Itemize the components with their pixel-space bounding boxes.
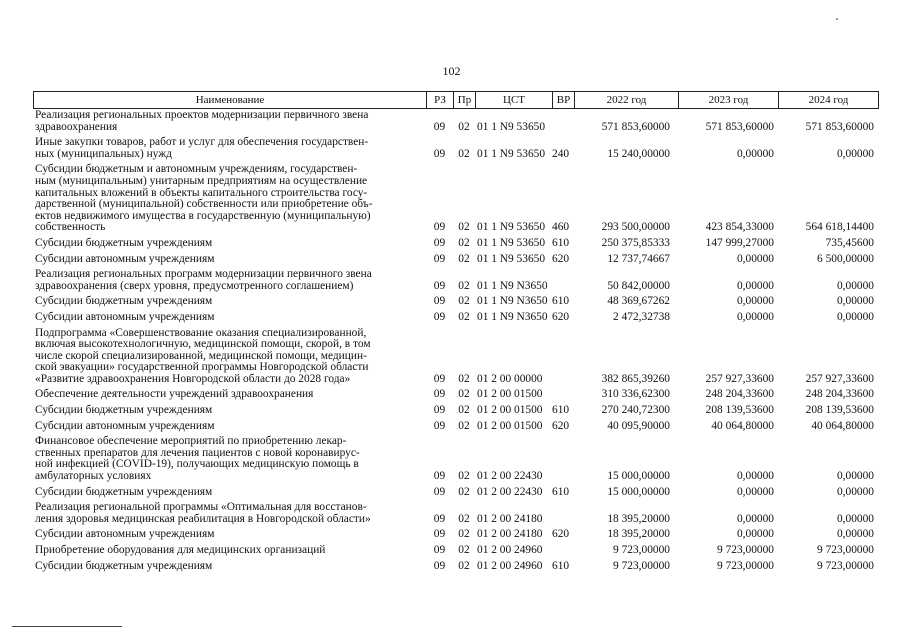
row-amount-2023: 9 723,00000	[717, 544, 774, 556]
row-vr: 610	[552, 559, 570, 572]
row-amount-2022: 310 336,62300	[601, 388, 670, 401]
row-name	[33, 421, 426, 433]
row-amount-2023: 571 853,60000	[705, 120, 774, 133]
row-amount-2023: 0,00000	[736, 252, 774, 265]
row-name	[33, 405, 426, 417]
row-name-line: Обеспечение деятельности учреждений здравоохранения	[35, 388, 314, 401]
row-pr: 02	[458, 252, 470, 265]
row-cst: 01 2 00 01500	[477, 419, 543, 432]
row-amount-2024: 248 204,33600	[805, 388, 874, 401]
row-name-line: ственных препаратов для лечения пациентов с новой коронавирус-	[35, 446, 360, 459]
row-rz: 09	[433, 388, 446, 401]
row-name-line: Субсидии автономным учреждениям	[35, 528, 215, 541]
row-amount-2024: 0,00000	[836, 279, 874, 292]
row-pr: 02	[458, 372, 470, 385]
footer-divider	[12, 626, 122, 627]
row-rz: 09	[433, 221, 446, 234]
row-pr: 02	[458, 279, 470, 292]
row-name-line: Субсидии бюджетным и автономным учреждениям, государствен-	[35, 163, 358, 176]
row-name-line: Субсидии автономным учреждениям	[35, 310, 215, 323]
header-rz: РЗ	[427, 92, 454, 109]
row-amount-2022: 382 865,39260	[601, 372, 670, 385]
row-name-line: Субсидии бюджетным учреждениям	[35, 236, 213, 249]
row-amount-2022: 270 240,72300	[601, 404, 670, 417]
table-header	[33, 91, 879, 109]
row-name-line: Субсидии автономным учреждениям	[35, 419, 215, 432]
row-pr: 02	[458, 295, 470, 308]
row-amount-2024: 571 853,60000	[805, 120, 874, 133]
row-amount-2023: 0,00000	[736, 512, 774, 525]
row-pr: 02	[458, 528, 470, 541]
header-name: Наименование	[34, 92, 427, 109]
row-amount-2022: 15 000,00000	[607, 485, 670, 498]
row-cst: 01 2 00 22430	[477, 470, 543, 483]
row-vr: 460	[552, 221, 570, 234]
row-name-line: Субсидии бюджетным учреждениям	[35, 485, 213, 498]
row-name	[33, 545, 426, 557]
table-row	[33, 529, 878, 541]
row-cst: 01 1 N9 N3650	[477, 310, 548, 323]
row-pr: 02	[458, 419, 470, 432]
row-name-line: здравоохранения (сверх уровня, предусмотренного соглашением)	[35, 279, 354, 292]
row-amount-2022: 18 395,20000	[607, 512, 670, 525]
row-name	[33, 296, 426, 308]
row-name-line: Субсидии автономным учреждениям	[35, 252, 215, 265]
row-name	[33, 269, 426, 292]
row-amount-2023: 257 927,33600	[705, 372, 774, 385]
row-name-line: «Развитие здравоохранения Новгородской области до 2028 года»	[35, 372, 351, 385]
row-cst: 01 2 00 24180	[477, 512, 543, 525]
row-name-line: Приобретение оборудования для медицинских организаций	[35, 544, 326, 556]
row-name-line: Субсидии бюджетным учреждениям	[35, 295, 213, 308]
row-vr: 620	[552, 528, 570, 541]
header-cst: ЦСТ	[476, 92, 553, 109]
row-amount-2022: 50 842,00000	[607, 279, 670, 292]
row-amount-2023: 0,00000	[736, 295, 774, 308]
row-vr: 240	[552, 147, 570, 160]
row-name	[33, 436, 426, 482]
row-amount-2024: 735,45600	[825, 236, 874, 249]
row-name	[33, 529, 426, 541]
row-name-line: здравоохранения	[35, 120, 118, 133]
row-cst: 01 1 N9 53650	[477, 120, 546, 133]
row-rz: 09	[433, 120, 446, 133]
row-cst: 01 1 N9 N3650	[477, 279, 548, 292]
table-row	[33, 436, 878, 482]
row-vr: 620	[552, 419, 570, 432]
header-2023: 2023 год	[679, 92, 779, 109]
row-rz: 09	[433, 404, 446, 417]
row-cst: 01 2 00 01500	[477, 404, 543, 417]
row-name-line: Реализация региональной программы «Оптимальная для восстанов-	[35, 501, 367, 514]
row-pr: 02	[458, 544, 470, 556]
row-vr: 620	[552, 252, 570, 265]
row-name-line: Финансовое обеспечение мероприятий по приобретению лекар-	[35, 435, 347, 448]
row-rz: 09	[433, 372, 446, 385]
row-amount-2022: 48 369,67262	[607, 295, 670, 308]
row-name-line: включая высокотехнологичную, медицинской помощи, скорой, в том	[35, 338, 371, 351]
row-amount-2024: 0,00000	[836, 310, 874, 323]
row-name-line: ской эвакуации» государственной программы Новгородской области	[35, 361, 369, 374]
row-amount-2024: 6 500,00000	[817, 252, 874, 265]
row-name-line: капитальных вложений в объекты капитального строительства госу-	[35, 186, 368, 199]
row-name-line: Реализация региональных программ модернизации первичного звена	[35, 268, 372, 281]
row-cst: 01 2 00 22430	[477, 485, 543, 498]
row-cst: 01 1 N9 53650	[477, 221, 546, 234]
row-name-line: Иные закупки товаров, работ и услуг для обеспечения государствен-	[35, 136, 369, 149]
row-amount-2022: 2 472,32738	[613, 310, 670, 323]
row-amount-2022: 293 500,00000	[601, 221, 670, 234]
table-row	[33, 561, 878, 573]
row-cst: 01 2 00 24180	[477, 528, 543, 541]
row-pr: 02	[458, 512, 470, 525]
header-vr: ВР	[553, 92, 575, 109]
row-amount-2022: 15 000,00000	[607, 470, 670, 483]
table-row	[33, 269, 878, 292]
header-2024: 2024 год	[779, 92, 879, 109]
row-pr: 02	[458, 120, 470, 133]
row-pr: 02	[458, 388, 470, 401]
scan-mark	[836, 18, 838, 20]
row-cst: 01 2 00 01500	[477, 388, 543, 401]
row-pr: 02	[458, 470, 470, 483]
row-cst: 01 1 N9 N3650	[477, 295, 548, 308]
row-name	[33, 238, 426, 250]
row-name-line: Подпрограмма «Совершенствование оказания специализированной,	[35, 326, 367, 339]
page-number: 102	[442, 64, 461, 78]
row-amount-2024: 257 927,33600	[805, 372, 874, 385]
row-amount-2023: 40 064,80000	[711, 419, 774, 432]
row-vr: 610	[552, 295, 570, 308]
row-pr: 02	[458, 236, 470, 249]
row-amount-2022: 15 240,00000	[607, 147, 670, 160]
row-amount-2023: 0,00000	[736, 485, 774, 498]
row-amount-2022: 571 853,60000	[601, 120, 670, 133]
row-name-line: ной инфекцией (COVID-19), получающих медицинскую помощь в	[35, 458, 359, 471]
row-name-line: Реализация региональных проектов модернизации первичного звена	[35, 109, 369, 121]
row-amount-2024: 0,00000	[836, 470, 874, 483]
row-amount-2023: 208 139,53600	[705, 404, 774, 417]
row-amount-2023: 0,00000	[736, 528, 774, 541]
row-pr: 02	[458, 147, 470, 160]
table-row	[33, 487, 878, 499]
row-name	[33, 164, 426, 234]
row-name-line: Субсидии бюджетным учреждениям	[35, 559, 213, 572]
row-name-line: ных (муниципальных) нужд	[35, 147, 172, 160]
row-rz: 09	[433, 252, 446, 265]
row-cst: 01 2 00 24960	[477, 544, 543, 556]
row-name	[33, 389, 426, 401]
header-pr: Пр	[454, 92, 476, 109]
row-amount-2024: 9 723,00000	[817, 559, 874, 572]
row-rz: 09	[433, 528, 446, 541]
row-pr: 02	[458, 559, 470, 572]
row-cst: 01 1 N9 53650	[477, 147, 546, 160]
row-amount-2024: 0,00000	[836, 485, 874, 498]
row-rz: 09	[433, 419, 446, 432]
row-amount-2024: 9 723,00000	[817, 544, 874, 556]
row-amount-2024: 0,00000	[836, 528, 874, 541]
row-name	[33, 328, 426, 386]
row-amount-2022: 9 723,00000	[613, 544, 670, 556]
row-rz: 09	[433, 470, 446, 483]
row-vr: 620	[552, 310, 570, 323]
row-amount-2022: 9 723,00000	[613, 559, 670, 572]
table-row	[33, 405, 878, 417]
row-name-line: Субсидии бюджетным учреждениям	[35, 404, 213, 417]
table-row	[33, 296, 878, 308]
table-row	[33, 389, 878, 401]
row-vr: 610	[552, 236, 570, 249]
table-row	[33, 137, 878, 160]
table-row	[33, 502, 878, 525]
row-name-line: собственность	[35, 221, 106, 234]
row-name-line: амбулаторных условиях	[35, 470, 152, 483]
row-amount-2023: 9 723,00000	[717, 559, 774, 572]
row-rz: 09	[433, 544, 446, 556]
row-pr: 02	[458, 404, 470, 417]
row-amount-2023: 0,00000	[736, 279, 774, 292]
row-name-line: числе скорой специализированной, медицинской помощи, медицин-	[35, 349, 367, 362]
row-rz: 09	[433, 512, 446, 525]
row-name	[33, 110, 426, 133]
row-amount-2023: 0,00000	[736, 470, 774, 483]
row-amount-2022: 40 095,90000	[607, 419, 670, 432]
row-rz: 09	[433, 279, 446, 292]
row-name	[33, 254, 426, 266]
row-vr: 610	[552, 404, 570, 417]
table-row	[33, 421, 878, 433]
row-amount-2023: 0,00000	[736, 147, 774, 160]
table-body	[33, 110, 878, 572]
row-rz: 09	[433, 147, 446, 160]
row-pr: 02	[458, 310, 470, 323]
row-amount-2024: 0,00000	[836, 295, 874, 308]
table-row	[33, 164, 878, 234]
row-cst: 01 2 00 00000	[477, 372, 543, 385]
row-amount-2023: 0,00000	[736, 310, 774, 323]
row-amount-2024: 564 618,14400	[805, 221, 874, 234]
row-rz: 09	[433, 310, 446, 323]
row-name	[33, 561, 426, 573]
row-rz: 09	[433, 485, 446, 498]
row-amount-2022: 18 395,20000	[607, 528, 670, 541]
row-name-line: ным (муниципальным) унитарным предприятиям на осуществление	[35, 174, 368, 187]
row-rz: 09	[433, 236, 446, 249]
row-amount-2024: 0,00000	[836, 147, 874, 160]
table-row	[33, 110, 878, 133]
row-name	[33, 312, 426, 324]
row-cst: 01 1 N9 53650	[477, 252, 546, 265]
row-name-line: дарственной (муниципальной) собственности или приобретение объ-	[35, 198, 373, 211]
table-row	[33, 254, 878, 266]
row-name-line: ектов недвижимого имущества в государственную (муниципальную)	[35, 209, 371, 222]
row-amount-2024: 0,00000	[836, 512, 874, 525]
row-amount-2023: 248 204,33600	[705, 388, 774, 401]
row-name-line: ления здоровья медицинская реабилитация в Новгородской области»	[35, 512, 371, 525]
row-amount-2023: 423 854,33000	[705, 221, 774, 234]
row-amount-2022: 12 737,74667	[607, 252, 670, 265]
row-cst: 01 1 N9 53650	[477, 236, 546, 249]
row-amount-2024: 40 064,80000	[811, 419, 874, 432]
header-2022: 2022 год	[575, 92, 679, 109]
row-amount-2023: 147 999,27000	[705, 236, 774, 249]
table-row	[33, 312, 878, 324]
row-name	[33, 502, 426, 525]
row-amount-2022: 250 375,85333	[601, 236, 670, 249]
row-name	[33, 137, 426, 160]
table-row	[33, 238, 878, 250]
row-rz: 09	[433, 559, 446, 572]
row-rz: 09	[433, 295, 446, 308]
row-cst: 01 2 00 24960	[477, 559, 543, 572]
row-amount-2024: 208 139,53600	[805, 404, 874, 417]
row-vr: 610	[552, 485, 570, 498]
table-row	[33, 545, 878, 557]
row-pr: 02	[458, 221, 470, 234]
row-pr: 02	[458, 485, 470, 498]
row-name	[33, 487, 426, 499]
table-row	[33, 328, 878, 386]
